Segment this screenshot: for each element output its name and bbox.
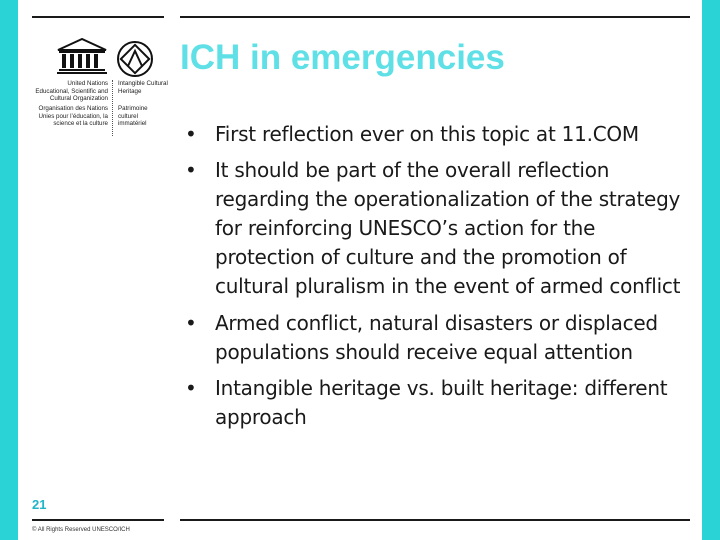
top-left-rule (32, 16, 164, 18)
bullet-dot: • (185, 122, 197, 146)
bullet-text: It should be part of the overall reflection regarding the operationalization of the strategy for reinforcing UNESCO’s action for the protection of culture and the promotion of cultural pluralism in the event of armed conflict (215, 158, 681, 298)
unesco-temple-icon (56, 38, 108, 76)
unesco-name-french: Organisation des Nations Unies pour l’éducation, la science et la culture (38, 105, 108, 128)
bottom-left-rule (32, 519, 164, 521)
slide-title: ICH in emergencies (180, 38, 505, 77)
bullet-item (185, 156, 685, 301)
bullet-text: Intangible heritage vs. built heritage: different approach (215, 376, 668, 429)
unesco-ich-logo (32, 36, 172, 140)
bullet-item (185, 120, 685, 149)
logo-divider (112, 80, 114, 136)
bullet-dot: • (185, 311, 197, 335)
bottom-right-rule (180, 519, 690, 521)
bullet-item (185, 309, 685, 367)
bullet-text: First reflection ever on this topic at 11.COM (215, 122, 639, 146)
ich-emblem-icon (116, 40, 154, 78)
bullet-dot: • (185, 376, 197, 400)
bullet-dot: • (185, 158, 197, 182)
ich-name-french: Patrimoine culturel immatériel (118, 105, 148, 128)
copyright-notice: © All Rights Reserved UNESCO/ICH (32, 527, 130, 533)
bullet-item (185, 374, 685, 432)
slide (18, 0, 702, 540)
bullet-text: Armed conflict, natural disasters or displaced populations should receive equal attention (215, 311, 658, 364)
top-right-rule (180, 16, 690, 18)
bullet-list (185, 120, 685, 432)
unesco-name-english: United Nations Educational, Scientific and Cultural Organization (35, 80, 108, 103)
ich-name-english: Intangible Cultural Heritage (118, 80, 168, 95)
page-number: 21 (32, 497, 47, 512)
